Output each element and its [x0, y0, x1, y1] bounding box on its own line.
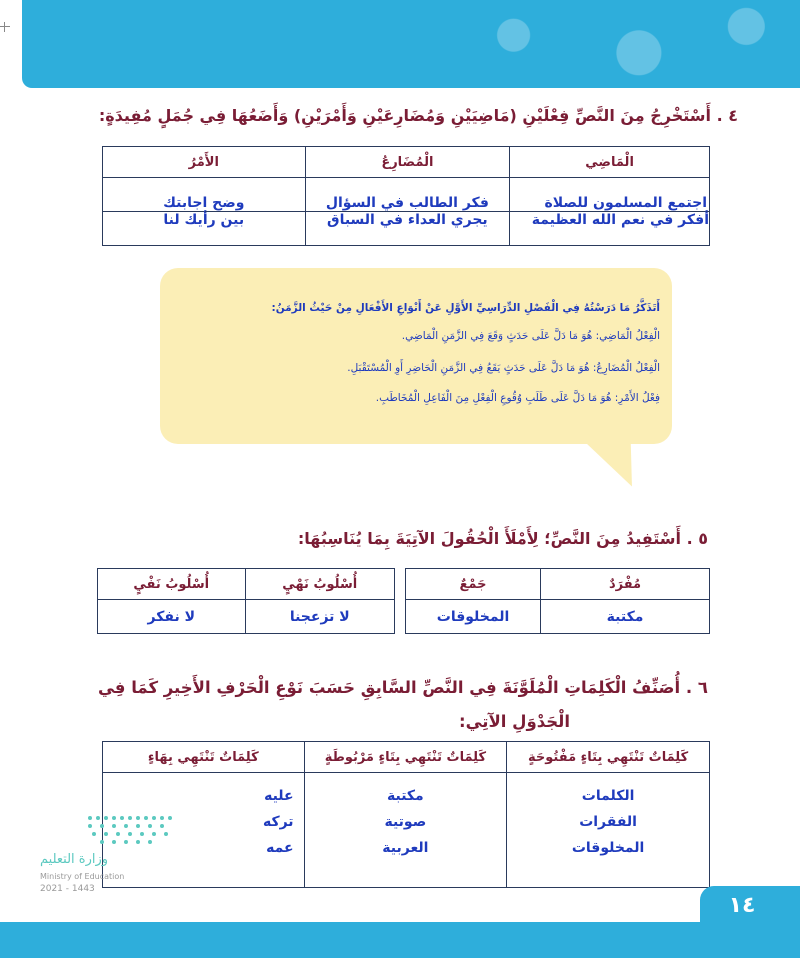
top-banner	[22, 0, 800, 88]
q4-header-past: الْمَاضِي	[510, 147, 710, 178]
question-6-title-line1: ٦ . أُصَنِّفُ الْكَلِمَاتِ الْمُلَوَّنَةَ فِي النَّصِّ السَّابِقِ حَسَبَ نَوْعِ الْحَرْفِ الأَخِيرِ كَمَا فِي	[97, 678, 708, 697]
q5-table-left	[97, 568, 395, 634]
note-line: الْفِعْلُ الْمَاضِي: هُوَ مَا دَلَّ عَلَى حَدَثٍ وَقَعَ فِي الزَّمَنِ الْمَاضِي.	[401, 330, 660, 342]
page-number: ١٤	[728, 893, 756, 918]
q4-table	[102, 146, 710, 246]
question-4-title: ٤ . أَسْتَخْرِجُ مِنَ النَّصِّ فِعْلَيْنِ (مَاضِيَيْنِ وَمُضَارِعَيْنِ وَأَمْرَيْنِ) وَأَضَعُهَا فِي جُمَلٍ مُفِيدَةٍ:	[98, 106, 738, 125]
q5-cell[interactable]: لا تزعجنا	[245, 600, 394, 634]
q6-header-ha: كَلِمَاتٌ تَنْتَهِي بِهَاءٍ	[103, 742, 305, 773]
q4-cell[interactable]: اجتمع المسلمون للصلاة	[510, 178, 710, 212]
q4-header-imperative: الأَمْرُ	[103, 147, 306, 178]
edition-year: 2021 - 1443	[40, 884, 95, 894]
q4-header-present: الْمُضَارِعُ	[305, 147, 510, 178]
banner-pattern	[442, 0, 800, 88]
q6-word: المخلوقات	[571, 840, 645, 856]
q4-cell[interactable]: يجري العداء في السباق	[305, 212, 510, 246]
crop-mark	[0, 26, 10, 27]
note-line: فِعْلُ الأَمْرِ: هُوَ مَا دَلَّ عَلَى طَلَبِ وُقُوعِ الْفِعْلِ مِنَ الْفَاعِلِ الْمُخَاطَبِ.	[375, 392, 660, 404]
q5-header-plural: جَمْعٌ	[406, 569, 541, 600]
bottom-banner	[0, 922, 800, 958]
q6-header-closed-ta: كَلِمَاتٌ تَنْتَهِي بِتَاءٍ مَرْبُوطَةٍ	[304, 742, 507, 773]
ministry-english-name: Ministry of Education	[40, 872, 125, 881]
q4-cell[interactable]: فكر الطالب في السؤال	[305, 178, 510, 212]
q4-cell[interactable]: أفكر في نعم الله العظيمة	[510, 212, 710, 246]
note-line: أَتَذَكَّرُ مَا دَرَسْتُهُ فِي الْفَصْلِ الدِّرَاسِيِّ الأَوَّلِ عَنْ أَنْوَاعِ الأَفْعَالِ مِنْ حَيْثُ الزَّمَنُ:	[271, 302, 660, 314]
q6-word: عليه	[264, 788, 294, 804]
q6-cell[interactable]	[507, 773, 710, 888]
q6-table	[102, 741, 710, 888]
q5-header-prohibition: أُسْلُوبُ نَهْيٍ	[245, 569, 394, 600]
q4-cell[interactable]: بين رأيك لنا	[103, 212, 306, 246]
q5-header-negation: أُسْلُوبُ نَفْيٍ	[98, 569, 246, 600]
q6-cell[interactable]	[304, 773, 507, 888]
q4-cell[interactable]: وضح اجابتك	[103, 178, 306, 212]
q5-cell[interactable]: المخلوقات	[406, 600, 541, 634]
question-6-title-line2: الْجَدْوَلِ الآتِي:	[458, 712, 570, 731]
crop-mark	[4, 22, 5, 32]
q5-header-singular: مُفْرَدٌ	[541, 569, 710, 600]
reminder-note	[160, 268, 672, 444]
q6-word: الكلمات	[581, 788, 635, 804]
q6-word: تركه	[262, 814, 294, 830]
question-5-title: ٥ . أَسْتَفِيدُ مِنَ النَّصِّ؛ لِأَمْلَأَ الْحُقُولَ الآتِيَةَ بِمَا يُنَاسِبُهَا:	[297, 529, 708, 548]
q5-cell[interactable]: مكتبة	[541, 600, 710, 634]
q6-header-open-ta: كَلِمَاتٌ تَنْتَهِي بِتَاءٍ مَفْتُوحَةٍ	[507, 742, 710, 773]
ministry-arabic-name: وزارة التعليم	[40, 852, 109, 867]
q6-word: عمه	[266, 840, 294, 856]
q6-word: مكتبة	[387, 788, 424, 804]
q6-word: العربية	[382, 840, 429, 856]
q5-table-right	[405, 568, 710, 634]
note-line: الْفِعْلُ الْمُضَارِعُ: هُوَ مَا دَلَّ عَلَى حَدَثٍ يَقَعُ فِي الزَّمَنِ الْحَاضِرِ أَوِ الْمُسْتَقْبَلِ.	[347, 362, 660, 374]
q6-word: الفقرات	[579, 814, 637, 830]
q5-cell[interactable]: لا نفكر	[98, 600, 246, 634]
ministry-logo	[40, 808, 150, 898]
q6-word: صوتية	[384, 814, 427, 830]
